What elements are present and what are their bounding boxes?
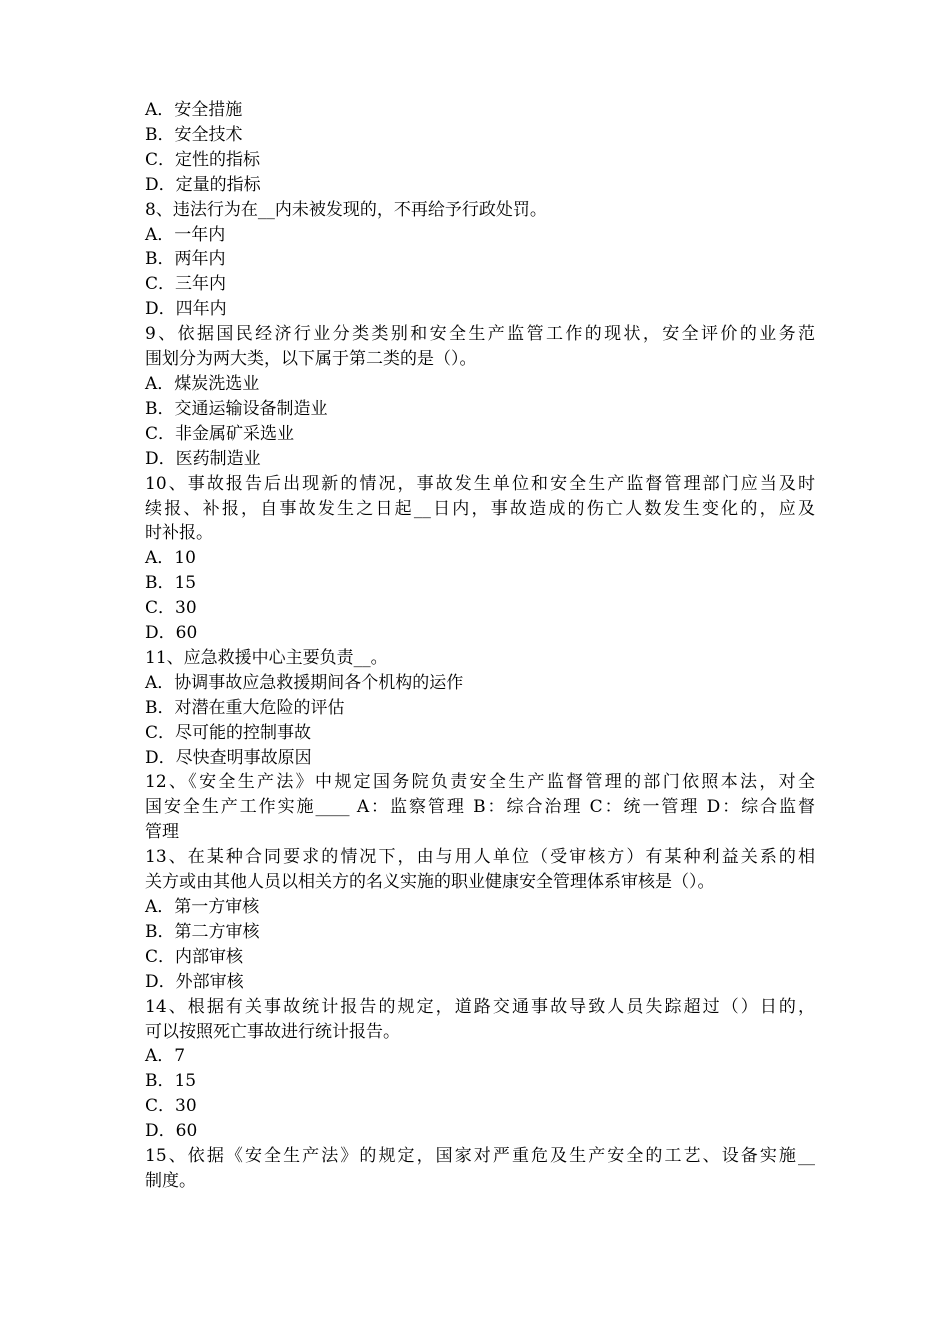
option-8b: B．两年内 — [145, 249, 226, 270]
question-9-line-1: 9、依据国民经济行业分类类别和安全生产监管工作的现状，安全评价的业务范 — [145, 324, 815, 345]
question-10-line-1: 10、事故报告后出现新的情况，事故发生单位和安全生产监督管理部门应当及时 — [145, 473, 815, 494]
question-11: 11、应急救援中心主要负责__。 — [145, 647, 388, 668]
question-15-line-2: 制度。 — [145, 1170, 196, 1191]
question-9-line-2: 围划分为两大类，以下属于第二类的是（）。 — [145, 349, 477, 370]
option-9c: C．非金属矿采选业 — [145, 423, 295, 444]
option-7d: D．定量的指标 — [145, 174, 261, 195]
question-10-line-3: 时补报。 — [145, 523, 213, 544]
question-12-line-1: 12、《安全生产法》中规定国务院负责安全生产监督管理的部门依照本法，对全 — [145, 772, 815, 793]
question-10-line-2: 续报、补报，自事故发生之日起__日内，事故造成的伤亡人数发生变化的，应及 — [145, 498, 815, 519]
option-10c: C．30 — [145, 598, 197, 619]
option-14b: B．15 — [145, 1071, 197, 1092]
option-11d: D．尽快查明事故原因 — [145, 747, 312, 768]
question-15-line-1: 15、依据《安全生产法》的规定，国家对严重危及生产安全的工艺、设备实施__ — [145, 1146, 815, 1167]
question-13-line-2: 关方或由其他人员以相关方的名义实施的职业健康安全管理体系审核是（）。 — [145, 872, 715, 893]
question-13-line-1: 13、在某种合同要求的情况下，由与用人单位（受审核方）有某种利益关系的相 — [145, 847, 815, 868]
option-10d: D．60 — [145, 623, 198, 644]
option-14c: C．30 — [145, 1096, 197, 1117]
option-13a: A．第一方审核 — [145, 897, 260, 917]
option-7a: A．安全措施 — [145, 100, 243, 120]
option-14d: D．60 — [145, 1121, 198, 1142]
question-14-line-1: 14、根据有关事故统计报告的规定，道路交通事故导致人员失踪超过（）日的， — [145, 996, 815, 1017]
option-11c: C．尽可能的控制事故 — [145, 722, 312, 743]
option-11a: A．协调事故应急救援期间各个机构的运作 — [145, 672, 464, 693]
option-11b: B．对潜在重大危险的评估 — [145, 697, 345, 718]
option-9b: B．交通运输设备制造业 — [145, 398, 328, 419]
option-9d: D．医药制造业 — [145, 448, 261, 469]
option-13c: C．内部审核 — [145, 946, 244, 967]
option-8a: A．一年内 — [145, 224, 226, 245]
option-13b: B．第二方审核 — [145, 921, 260, 942]
option-10b: B．15 — [145, 573, 197, 594]
option-9a: A．煤炭洗选业 — [145, 373, 260, 394]
question-12-line-2: 国安全生产工作实施____ A：监察管理 B：综合治理 C：统一管理 D：综合监督 — [145, 797, 815, 818]
question-8: 8、违法行为在__内未被发现的，不再给予行政处罚。 — [145, 199, 547, 220]
option-13d: D．外部审核 — [145, 971, 244, 992]
option-7c: C．定性的指标 — [145, 149, 261, 170]
question-14-line-2: 可以按照死亡事故进行统计报告。 — [145, 1021, 400, 1042]
question-12-line-3: 管理 — [145, 822, 179, 843]
option-7b: B．安全技术 — [145, 124, 243, 145]
option-10a: A．10 — [145, 548, 196, 569]
option-8d: D．四年内 — [145, 299, 227, 320]
document-page — [145, 98, 815, 1194]
option-8c: C．三年内 — [145, 274, 227, 295]
option-14a: A．7 — [145, 1046, 186, 1067]
